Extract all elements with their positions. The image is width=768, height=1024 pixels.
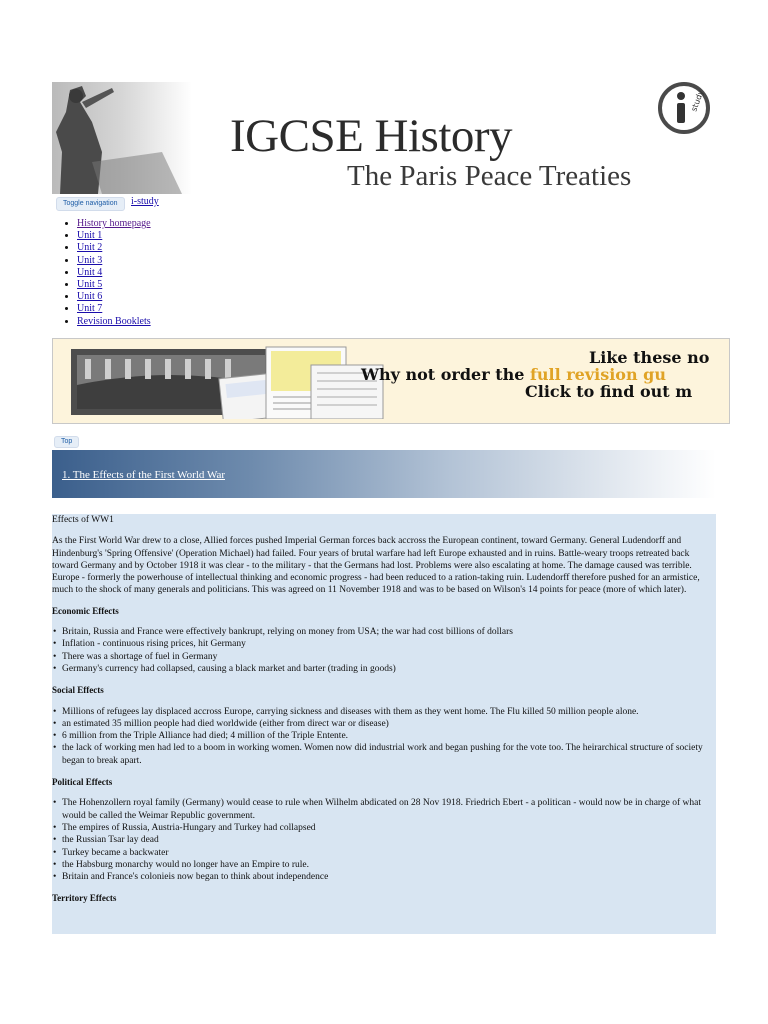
economic-item: • There was a shortage of fuel in Germany [52,651,716,663]
nav-link-unit-5[interactable]: Unit 5 [77,279,103,291]
territory-heading: Territory Effects [52,893,117,904]
social-item: • Millions of refugees lay displaced accross Europe, carrying sickness and diseases with them as they went home. The Flu killed 50 million people alone. [52,706,716,718]
social-item: • the lack of working men had led to a boom in working women. Women now did industrial work and began pushing for the vote too. The heirarchical structure of society began to break apart. [52,742,716,767]
section-title-link[interactable]: 1. The Effects of the First World War [62,469,225,481]
nav-link-history-homepage[interactable]: History homepage [77,218,151,229]
promo-line-3: Click to find out m [525,382,693,401]
political-heading: Political Effects [52,777,113,788]
nav-link-revision-booklets[interactable]: Revision Booklets [77,315,151,327]
section-content [52,514,716,934]
nav-item-unit-2 [77,242,151,254]
intro-paragraph: As the First World War drew to a close, Allied forces pushed Imperial German forces back accross the European continent, toward Germany. General Ludendorff and Hindenburg's 'Spring Offensive' (Operation Michael) had failed. Four years of brutal warfare had left Europe exhausted and in ruins. Battle-weary troops retreated back toward Germany and by October 1918 it was clear - to the military - that the Germans had lost. Problems were also escalating at home. The damage caused was terrible. Europe - formerly the powerhouse of intellectual thinking and economic progress - had been reduced to a ration-taking ruin. Ludendorff therefore pushed for an armistice, much to the shock of many generals and politicians. This was agreed on 11 November 1918 and was to be based on Wilson's 14 points for peace (more of which later). [52,536,700,596]
nav-item-revision-booklets [77,316,151,328]
nav-item-unit-1 [77,230,151,242]
toggle-navigation-button[interactable]: Toggle navigation [56,197,125,211]
nav-link-unit-1[interactable]: Unit 1 [77,230,103,242]
promo-line-2-text: Why not order the [361,365,530,384]
nav-item-unit-4 [77,267,151,279]
nav-link-unit-4[interactable]: Unit 4 [77,266,103,278]
content-title: Effects of WW1 [52,515,114,525]
social-item: • an estimated 35 million people had died worldwide (either from direct war or disease) [52,718,716,730]
economic-item: • Britain, Russia and France were effectively bankrupt, relying on money from USA; the war had cost billions of dollars [52,626,716,638]
nav-item-unit-7 [77,303,151,315]
promo-line-1: Like these no [589,348,710,367]
political-item: • Turkey became a backwater [52,847,716,859]
nav-link-unit-3[interactable]: Unit 3 [77,254,103,266]
soldier-silhouette-image [52,82,192,194]
promo-collage-image [71,345,401,419]
promo-highlight: full revision gu [529,365,666,384]
section-banner [52,450,716,498]
nav-item-unit-3 [77,255,151,267]
economic-item: • Inflation - continuous rising prices, hit Germany [52,638,716,650]
political-item: • Britain and France's colonieis now began to think about independence [52,871,716,883]
political-item: • the Habsburg monarchy would no longer have an Empire to rule. [52,859,716,871]
social-item: • 6 million from the Triple Alliance had died; 4 million of the Triple Entente. [52,730,716,742]
site-subtitle: The Paris Peace Treaties [347,160,632,192]
political-item: • the Russian Tsar lay dead [52,834,716,846]
social-heading: Social Effects [52,685,104,696]
site-header [0,0,768,207]
brand-link[interactable]: i-study [131,196,159,207]
nav-item-history-homepage [77,218,151,230]
revision-guide-promo-banner[interactable] [52,338,730,424]
economic-item: • Germany's currency had collapsed, causing a black market and barter (trading in goods) [52,663,716,675]
political-item: • The Hohenzollern royal family (Germany) would cease to rule when Wilhelm abdicated on 28 Nov 1918. Friedrich Ebert - a politican - would now be in charge of what would be called the Weimar Republic government. [52,797,716,822]
nav-link-unit-6[interactable]: Unit 6 [77,291,103,303]
nav-link-unit-2[interactable]: Unit 2 [77,242,103,254]
political-item: • The empires of Russia, Austria-Hungary and Turkey had collapsed [52,822,716,834]
promo-text [361,349,721,400]
nav-item-unit-6 [77,291,151,303]
nav-link-unit-7[interactable]: Unit 7 [77,303,103,315]
main-navigation [58,218,151,328]
site-title: IGCSE History [230,110,513,162]
economic-heading: Economic Effects [52,605,119,616]
logo-text: study [689,88,706,113]
top-button[interactable]: Top [54,436,79,448]
i-study-logo[interactable] [658,82,710,134]
nav-item-unit-5 [77,279,151,291]
promo-line-2 [361,366,721,383]
